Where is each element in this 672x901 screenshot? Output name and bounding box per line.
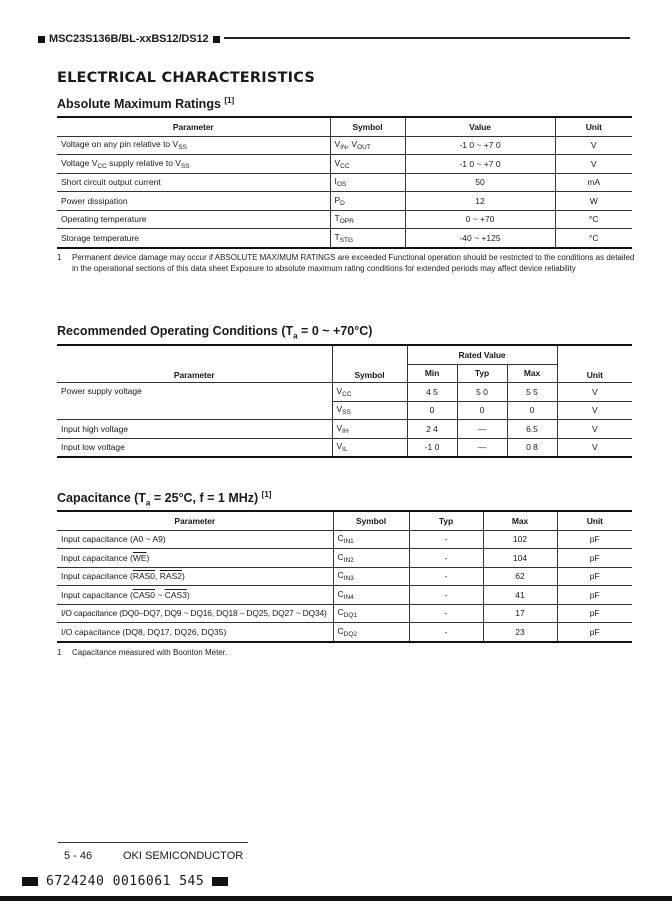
footnote-number: 1 — [57, 648, 62, 657]
abs-max-title-text: Absolute Maximum Ratings — [57, 97, 221, 112]
col-header: Unit — [557, 511, 632, 530]
symbol-cell: $C_{IN3}$ — [333, 567, 409, 586]
col-header: Symbol — [332, 345, 407, 383]
abs-max-table — [57, 116, 632, 249]
max-cell: 0 8 — [507, 438, 557, 457]
symbol-cell: $V_{IH}$ — [332, 420, 407, 439]
table-row — [57, 383, 632, 402]
footnote-text: Permanent device damage may occur if ABSOLUTE MAXIMUM RATINGS are exceeded Functional operation should be restricted to the conditions as detailed in the operational sections of this data sheet Exposure to absolute maximum rating conditions for extended periods may affect device reliability — [72, 253, 635, 273]
typ-cell: - — [409, 586, 483, 605]
rec-op-table — [57, 344, 632, 458]
unit-cell: pF — [557, 567, 632, 586]
param-cell: Short circuit output current — [57, 173, 330, 192]
col-header: Unit — [557, 345, 632, 383]
table-row — [57, 586, 632, 605]
col-header: Symbol — [333, 511, 409, 530]
value-cell: -40 ~ +125 — [405, 229, 555, 248]
symbol-cell: $V_{CC}$ — [330, 155, 405, 174]
company-name: OKI SEMICONDUCTOR — [123, 850, 244, 862]
min-cell: -1 0 — [407, 438, 457, 457]
symbol-cell: $C_{IN1}$ — [333, 530, 409, 549]
symbol-cell: $T_{OPR}$ — [330, 210, 405, 229]
symbol-cell: $C_{IN4}$ — [333, 586, 409, 605]
value-cell: -1 0 ~ +7 0 — [405, 155, 555, 174]
table-header-row — [57, 345, 632, 364]
unit-cell: pF — [557, 549, 632, 568]
barcode-text: 6724240 0016061 545 — [46, 874, 205, 889]
unit-cell: pF — [557, 623, 632, 642]
footnote-number: 1 — [57, 253, 62, 262]
capacitance-title: Capacitance ($T_a = 25^\circ C$, f = 1 MHz) [1] — [57, 490, 272, 508]
rec-op-title: Recommended Operating Conditions ($T_a = 0$ ~ +70°C) — [57, 324, 373, 341]
capacitance-footnote — [57, 647, 637, 658]
table-header-row — [57, 511, 632, 530]
param-cell: Operating temperature — [57, 210, 330, 229]
typ-cell: — — [457, 438, 507, 457]
table-row — [57, 623, 632, 642]
col-header: Parameter — [57, 345, 332, 383]
unit-cell: V — [555, 136, 632, 155]
abs-max-title — [57, 96, 234, 111]
max-cell: 23 — [483, 623, 557, 642]
col-header: Typ — [457, 364, 507, 383]
typ-cell: - — [409, 567, 483, 586]
value-cell: -1 0 ~ +7 0 — [405, 136, 555, 155]
max-cell: 5 5 — [507, 383, 557, 402]
symbol-cell: $P_D$ — [330, 192, 405, 211]
symbol-cell: $V_{IN}$, $V_{OUT}$ — [330, 136, 405, 155]
running-header — [38, 32, 630, 46]
symbol-cell: $I_{OS}$ — [330, 173, 405, 192]
table-header-row — [57, 117, 632, 136]
table-row — [57, 210, 632, 229]
capacitance-table — [57, 510, 632, 643]
unit-cell: W — [555, 192, 632, 211]
min-cell: 0 — [407, 401, 457, 420]
col-header: Typ — [409, 511, 483, 530]
max-cell: 6.5 — [507, 420, 557, 439]
min-cell: 2 4 — [407, 420, 457, 439]
unit-cell: V — [555, 155, 632, 174]
param-cell: I/O capacitance (DQ8, DQ17, DQ26, DQ35) — [57, 623, 333, 642]
typ-cell: — — [457, 420, 507, 439]
footnote-text: Capacitance measured with Boonton Meter. — [72, 648, 228, 657]
page-number: 5 - 46 — [64, 850, 93, 862]
col-header: Max — [507, 364, 557, 383]
col-header: Parameter — [57, 511, 333, 530]
param-cell: Input high voltage — [57, 420, 332, 439]
col-header: Value — [405, 117, 555, 136]
typ-cell: 0 — [457, 401, 507, 420]
max-cell: 17 — [483, 604, 557, 623]
symbol-cell: $T_{STG}$ — [330, 229, 405, 248]
symbol-cell: $C_{IN2}$ — [333, 549, 409, 568]
min-cell: 4 5 — [407, 383, 457, 402]
param-cell: Input capacitance (RAS0, RAS2) — [57, 567, 333, 586]
col-header: Unit — [555, 117, 632, 136]
unit-cell: pF — [557, 586, 632, 605]
footnote-ref: [1] — [261, 490, 272, 499]
param-cell: Input capacitance (A0 ~ A9) — [57, 530, 333, 549]
symbol-cell: $V_{SS}$ — [332, 401, 407, 420]
table-row — [57, 530, 632, 549]
barcode-strip — [22, 874, 228, 889]
table-row — [57, 192, 632, 211]
part-number: MSC23S136B/BL-xxBS12/DS12 — [49, 33, 209, 45]
typ-cell: - — [409, 549, 483, 568]
symbol-cell: $V_{CC}$ — [332, 383, 407, 402]
table-row — [57, 604, 632, 623]
param-cell: Input capacitance $(\overline{WE})$ — [57, 549, 333, 568]
square-bullet-icon — [213, 36, 220, 43]
table-row — [57, 229, 632, 248]
symbol-cell: $V_{IL}$ — [332, 438, 407, 457]
unit-cell: V — [557, 383, 632, 402]
unit-cell: V — [557, 401, 632, 420]
col-header: Symbol — [330, 117, 405, 136]
param-cell: Power supply voltage — [57, 383, 332, 420]
symbol-cell: $C_{DQ2}$ — [333, 623, 409, 642]
typ-cell: 5 0 — [457, 383, 507, 402]
param-cell: Input capacitance (CAS0 ~ CAS3) — [57, 586, 333, 605]
param-cell: Storage temperature — [57, 229, 330, 248]
page-title: ELECTRICAL CHARACTERISTICS — [57, 70, 315, 86]
table-row — [57, 549, 632, 568]
param-cell: I/O capacitance (DQ0–DQ7, DQ9 ~ DQ16, DQ18 – DQ25, DQ27 ~ DQ34) — [57, 604, 333, 623]
black-block-icon — [212, 877, 228, 886]
unit-cell: mA — [555, 173, 632, 192]
table-row — [57, 567, 632, 586]
value-cell: 12 — [405, 192, 555, 211]
table-row — [57, 420, 632, 439]
unit-cell: V — [557, 420, 632, 439]
max-cell: 41 — [483, 586, 557, 605]
param-cell: Input low voltage — [57, 438, 332, 457]
col-header: Parameter — [57, 117, 330, 136]
col-header: Max — [483, 511, 557, 530]
typ-cell: - — [409, 623, 483, 642]
max-cell: 62 — [483, 567, 557, 586]
max-cell: 0 — [507, 401, 557, 420]
unit-cell: °C — [555, 229, 632, 248]
param-cell: Voltage $V_{CC}$ supply relative to $V_{SS}$ — [57, 155, 330, 174]
max-cell: 102 — [483, 530, 557, 549]
value-cell: 50 — [405, 173, 555, 192]
footer-rule — [58, 842, 248, 843]
black-block-icon — [22, 877, 38, 886]
param-cell: Power dissipation — [57, 192, 330, 211]
footnote-ref: [1] — [224, 96, 235, 105]
bottom-edge-bar — [0, 896, 672, 901]
unit-cell: °C — [555, 210, 632, 229]
unit-cell: V — [557, 438, 632, 457]
col-header: Min — [407, 364, 457, 383]
typ-cell: - — [409, 604, 483, 623]
param-cell: Voltage on any pin relative to $V_{SS}$ — [57, 136, 330, 155]
value-cell: 0 ~ +70 — [405, 210, 555, 229]
table-row — [57, 155, 632, 174]
table-row — [57, 136, 632, 155]
table-row — [57, 438, 632, 457]
square-bullet-icon — [38, 36, 45, 43]
unit-cell: pF — [557, 604, 632, 623]
col-header-group: Rated Value — [407, 345, 557, 364]
header-rule — [224, 37, 630, 39]
unit-cell: pF — [557, 530, 632, 549]
table-row — [57, 173, 632, 192]
typ-cell: - — [409, 530, 483, 549]
abs-max-footnote — [57, 252, 637, 274]
max-cell: 104 — [483, 549, 557, 568]
symbol-cell: $C_{DQ1}$ — [333, 604, 409, 623]
